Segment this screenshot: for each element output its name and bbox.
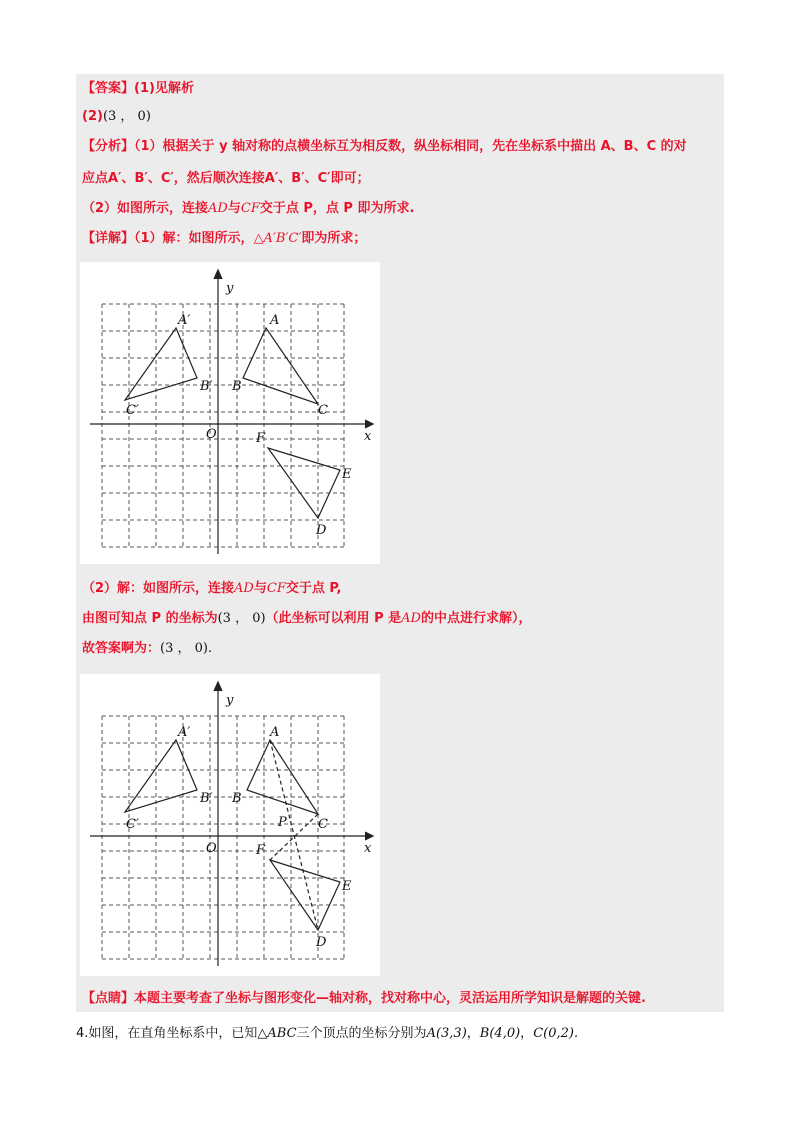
svg-text:A: A [270,725,280,740]
svg-text:F: F [256,843,266,858]
figure-1-coordinate-plane [80,262,380,564]
detail-line-1: 【详解】（1）解：如图所示，△A′B′C′即为所求； [82,231,367,246]
segments-ad-cf [270,740,318,930]
svg-text:E: E [342,879,352,894]
svg-text:C: C [318,817,328,832]
svg-text:D: D [316,935,327,950]
answer-line-2: (2)(3 ， 0) [82,109,151,124]
point-a-prime-label: A′ [178,313,191,328]
comment-line: 【点睛】本题主要考查了坐标与图形变化—轴对称，找对称中心，灵活运用所学知识是解题的关键. [82,991,646,1006]
y-axis-label: y [226,281,234,296]
point-a-label: A [270,313,280,328]
analysis-line-2: 应点A′、B′、C′，然后顺次连接A′、B′、C′即可； [82,171,370,186]
point-b-label: B [232,379,242,394]
point-d-label: D [316,523,327,538]
answer-coordinate: (3 ， 0) [102,109,151,124]
triangle-def [268,448,340,518]
detail-tag: 【详解】 [82,231,135,246]
point-f-label: F [256,431,266,446]
point-e-label: E [342,467,352,482]
triangle-a-prime [125,328,197,400]
analysis-line-3: （2）如图所示，连接AD与CF交于点 P，点 P 即为所求. [82,201,415,216]
point-c-prime-label: C′ [126,403,139,418]
point-b-prime-label: B′ [200,379,213,394]
svg-text:A′: A′ [178,725,191,740]
triangle-abc [243,328,318,404]
origin-label: O [206,427,217,442]
svg-text:B: B [232,791,242,806]
analysis-line-1: 【分析】（1）根据关于 y 轴对称的点横坐标互为相反数，纵坐标相同，先在坐标系中描出 A、B、C 的对 [82,139,687,154]
answer-tag: 【答案】 [82,81,135,96]
answer-part1: (1)见解析 [134,81,194,96]
svg-text:O: O [206,841,217,856]
point-c-label: C [318,403,328,418]
question-4: 4.如图，在直角坐标系中，已知△ABC三个顶点的坐标分别为A(3,3)，B(4,0)，C(0,2). [76,1026,579,1041]
analysis-tag: 【分析】 [82,139,135,154]
figure-2-coordinate-plane [80,674,380,976]
answer-line [82,80,194,98]
comment-tag: 【点睛】 [82,991,135,1006]
detail-line-3: 由图可知点 P 的坐标为(3 ， 0)（此坐标可以利用 P 是AD的中点进行求解）， [82,611,532,626]
svg-text:x: x [364,841,372,856]
x-axis-label: x [364,429,372,444]
point-p-label: P [278,815,287,830]
detail-line-2: （2）解：如图所示，连接AD与CF交于点 P, [82,581,342,596]
svg-text:C′: C′ [126,817,139,832]
svg-text:y: y [226,693,234,708]
detail-line-4: 故答案啊为：(3 ， 0). [82,641,213,656]
svg-text:B′: B′ [200,791,213,806]
